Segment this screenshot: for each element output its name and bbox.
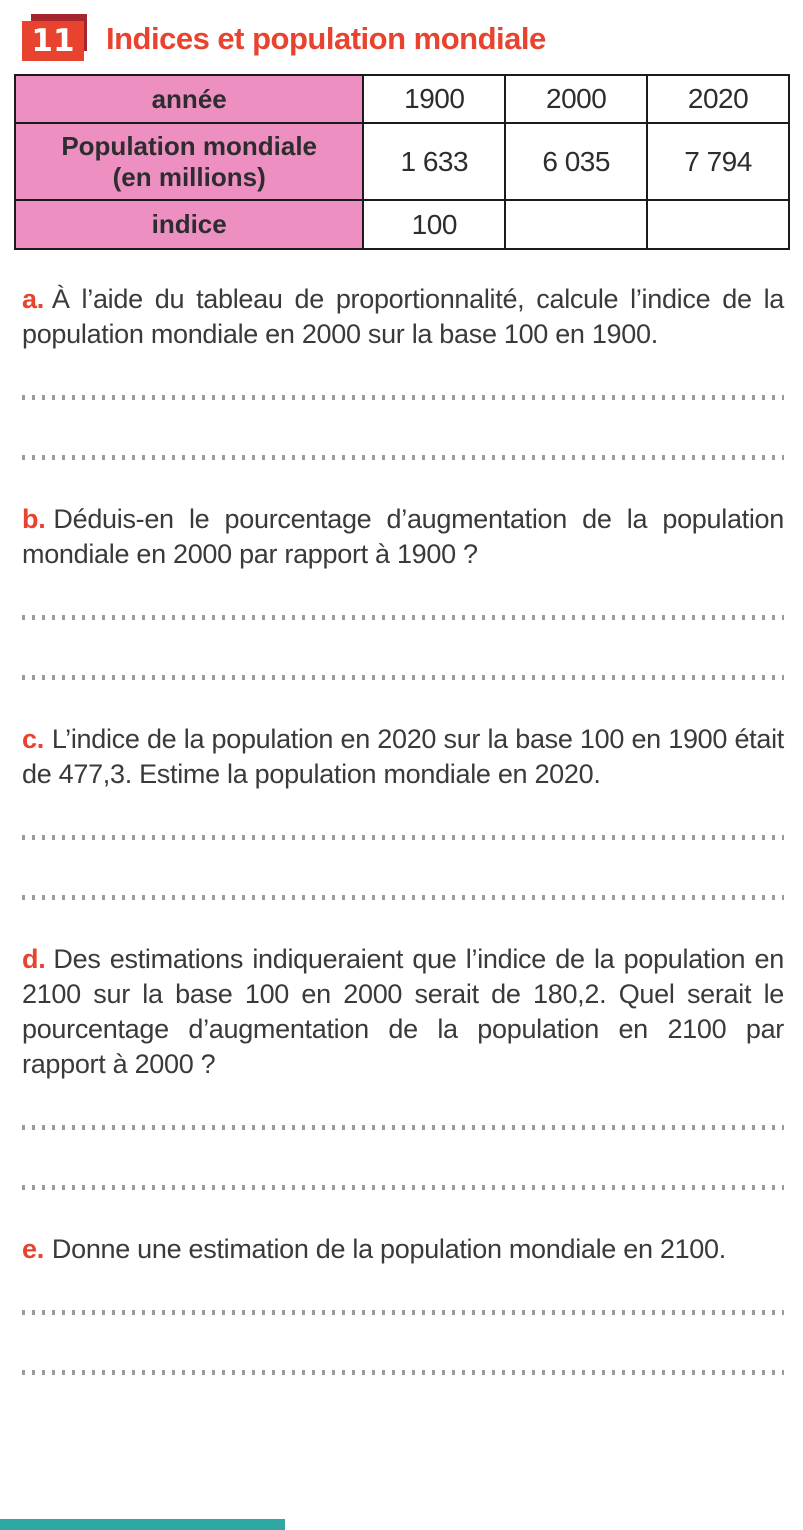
table-row-population bbox=[15, 123, 789, 200]
answer-line bbox=[22, 1370, 784, 1375]
table-row-annee bbox=[15, 75, 789, 123]
question-d-letter: d. bbox=[22, 944, 46, 974]
worksheet-page bbox=[0, 14, 803, 1530]
exercise-number: 11 bbox=[22, 21, 84, 61]
question-c-text: L’indice de la population en 2020 sur la base 100 en 1900 était de 477,3. Estime la population mondiale en 2020. bbox=[22, 724, 784, 789]
question-a bbox=[22, 282, 784, 352]
table-cell-indice-2000 bbox=[505, 200, 647, 249]
answer-line bbox=[22, 895, 784, 900]
answer-line bbox=[22, 455, 784, 460]
exercise-number-badge bbox=[22, 14, 90, 61]
answer-line bbox=[22, 395, 784, 400]
question-c bbox=[22, 722, 784, 792]
question-d-text: Des estimations indiqueraient que l’indice de la population en 2100 sur la base 100 en 2000 serait de 180,2. Quel serait le pourcentage d’augmentation de la population en 2100 par rapport à 2000 ? bbox=[22, 944, 784, 1079]
table-cell-pop-2000: 6 035 bbox=[505, 123, 647, 200]
row-header-population-line2: (en millions) bbox=[112, 161, 266, 192]
footer-accent-bar bbox=[0, 1519, 285, 1530]
answer-line bbox=[22, 1125, 784, 1130]
table-cell-annee-2020: 2020 bbox=[647, 75, 789, 123]
question-d bbox=[22, 942, 784, 1082]
table-cell-indice-1900: 100 bbox=[363, 200, 505, 249]
question-a-letter: a. bbox=[22, 284, 44, 314]
question-b bbox=[22, 502, 784, 572]
exercise-header bbox=[22, 14, 784, 61]
question-e-letter: e. bbox=[22, 1234, 44, 1264]
question-e bbox=[22, 1232, 784, 1267]
row-header-annee: année bbox=[15, 75, 363, 123]
table-row-indice bbox=[15, 200, 789, 249]
answer-line bbox=[22, 615, 784, 620]
exercise-title: Indices et population mondiale bbox=[106, 21, 546, 56]
answer-line bbox=[22, 675, 784, 680]
row-header-population-line1: Population mondiale bbox=[61, 130, 317, 161]
answer-line bbox=[22, 1310, 784, 1315]
question-e-text: Donne une estimation de la population mondiale en 2100. bbox=[51, 1234, 726, 1264]
answer-line bbox=[22, 1185, 784, 1190]
row-header-indice: indice bbox=[15, 200, 363, 249]
table-cell-pop-2020: 7 794 bbox=[647, 123, 789, 200]
question-a-text: À l’aide du tableau de proportionnalité, calcule l’indice de la population mondiale en 2000 sur la base 100 en 1900. bbox=[22, 284, 784, 349]
table-cell-pop-1900: 1 633 bbox=[363, 123, 505, 200]
question-c-letter: c. bbox=[22, 724, 44, 754]
population-index-table bbox=[14, 74, 790, 250]
table-cell-annee-1900: 1900 bbox=[363, 75, 505, 123]
answer-line bbox=[22, 835, 784, 840]
row-header-population bbox=[15, 123, 363, 200]
question-b-text: Déduis-en le pourcentage d’augmentation de la population mondiale en 2000 par rapport à 1900 ? bbox=[22, 504, 784, 569]
table-cell-indice-2020 bbox=[647, 200, 789, 249]
question-b-letter: b. bbox=[22, 504, 46, 534]
table-cell-annee-2000: 2000 bbox=[505, 75, 647, 123]
